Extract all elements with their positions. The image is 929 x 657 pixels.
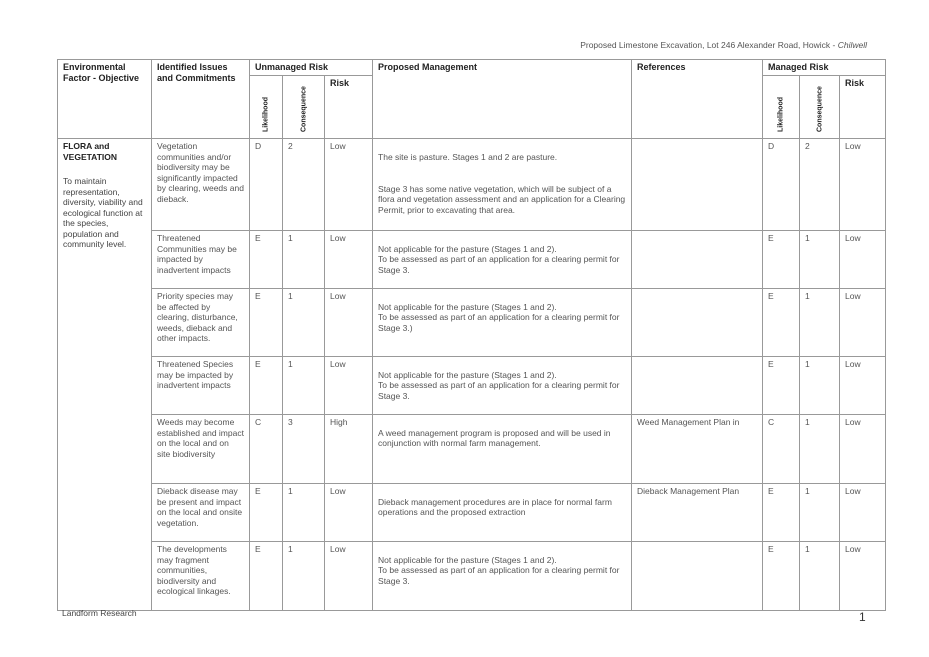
u-risk-cell: Low [325,542,373,611]
m-risk-cell: Low [840,357,886,415]
running-header-title-italic: Chilwell [837,40,867,50]
table-row [58,231,886,289]
m-consequence-cell: 1 [800,357,840,415]
env-factor-objective: To maintain representation, diversity, viability and ecological function at the species, population and community level. [63,176,143,249]
m-risk-header: Risk [840,76,886,139]
m-likelihood-cell: D [763,139,800,231]
reference-cell: Dieback Management Plan [632,484,763,542]
management-text: Not applicable for the pasture (Stages 1 and 2). To be assessed as part of an application for a clearing permit for Stage 3. [378,243,620,275]
issue-cell: The developments may fragment communities, biodiversity and ecological linkages. [152,542,250,611]
m-consequence-cell: 1 [800,415,840,484]
management-text: The site is pasture. Stages 1 and 2 are pasture. [378,151,558,162]
u-consequence-cell: 1 [283,357,325,415]
m-likelihood-cell: E [763,289,800,357]
reference-cell [632,542,763,611]
running-header [580,40,867,50]
u-consequence-cell: 1 [283,289,325,357]
u-likelihood-cell: C [250,415,283,484]
m-likelihood-cell: E [763,542,800,611]
m-risk-cell: Low [840,542,886,611]
running-header-title: Proposed Limestone Excavation, Lot 246 Alexander Road, Howick - [580,40,838,50]
management-text: Stage 3 has some native vegetation, which will be subject of a flora and vegetation assessment and an application for a Clearing Permit, prior to excavating that area. [378,183,626,215]
management-text: Dieback management procedures are in place for normal farm operations and the proposed extraction [378,496,612,517]
u-likelihood-cell: D [250,139,283,231]
u-risk-cell: Low [325,484,373,542]
u-risk-cell: Low [325,139,373,231]
management-text: Not applicable for the pasture (Stages 1 and 2). To be assessed as part of an application for a clearing permit for Stage 3.) [378,301,620,333]
issue-cell: Threatened Species may be impacted by inadvertent impacts [152,357,250,415]
issue-cell: Vegetation communities and/or biodiversity may be significantly impacted by clearing, weeds and dieback. [152,139,250,231]
footer-company: Landform Research [62,608,137,618]
table-row [58,139,886,231]
m-consequence-cell: 1 [800,289,840,357]
m-likelihood-cell: E [763,357,800,415]
management-cell [373,231,632,289]
u-likelihood-cell: E [250,542,283,611]
management-text: Not applicable for the pasture (Stages 1 and 2). To be assessed as part of an application for a clearing permit for Stage 3. [378,554,620,586]
management-cell [373,415,632,484]
page-number: 1 [859,610,866,624]
m-consequence-cell: 2 [800,139,840,231]
management-cell [373,484,632,542]
env-factor-cell [58,139,152,611]
issue-cell: Weeds may become established and impact on the local and on site biodiversity [152,415,250,484]
u-risk-cell: High [325,415,373,484]
u-consequence-header: Consequence [283,76,325,139]
management-text: Not applicable for the pasture (Stages 1 and 2). To be assessed as part of an application for a clearing permit for Stage 3. [378,369,620,401]
u-likelihood-cell: E [250,289,283,357]
u-consequence-cell: 3 [283,415,325,484]
u-consequence-cell: 2 [283,139,325,231]
table-row [58,415,886,484]
reference-cell [632,289,763,357]
col-issues-header: Identified Issues and Commitments [152,60,250,139]
m-risk-cell: Low [840,231,886,289]
m-likelihood-cell: E [763,231,800,289]
table-row [58,542,886,611]
unmanaged-risk-header: Unmanaged Risk [250,60,373,76]
m-consequence-cell: 1 [800,542,840,611]
m-consequence-header: Consequence [800,76,840,139]
reference-cell [632,231,763,289]
issue-cell: Priority species may be affected by clearing, disturbance, weeds, dieback and other impacts. [152,289,250,357]
issue-cell: Threatened Communities may be impacted by inadvertent impacts [152,231,250,289]
managed-risk-header: Managed Risk [763,60,886,76]
env-factor-name: FLORA and VEGETATION [63,141,117,162]
m-likelihood-cell: E [763,484,800,542]
m-risk-cell: Low [840,289,886,357]
m-risk-cell: Low [840,415,886,484]
u-likelihood-cell: E [250,357,283,415]
u-likelihood-header: Likelihood [250,76,283,139]
u-consequence-cell: 1 [283,484,325,542]
col-env-factor-header: Environmental Factor - Objective [58,60,152,139]
risk-assessment-table [57,59,886,611]
u-risk-cell: Low [325,289,373,357]
reference-cell [632,139,763,231]
table-row [58,289,886,357]
issue-cell: Dieback disease may be present and impact on the local and onsite vegetation. [152,484,250,542]
u-likelihood-cell: E [250,231,283,289]
reference-cell [632,357,763,415]
m-risk-cell: Low [840,484,886,542]
m-likelihood-header: Likelihood [763,76,800,139]
management-cell [373,542,632,611]
m-likelihood-cell: C [763,415,800,484]
u-risk-cell: Low [325,231,373,289]
col-management-header: Proposed Management [373,60,632,139]
u-risk-cell: Low [325,357,373,415]
m-consequence-cell: 1 [800,484,840,542]
m-risk-cell: Low [840,139,886,231]
management-cell [373,289,632,357]
u-consequence-cell: 1 [283,542,325,611]
header-row-1 [58,60,886,76]
table-row [58,357,886,415]
management-cell [373,139,632,231]
management-text: A weed management program is proposed and will be used in conjunction with normal farm management. [378,427,611,448]
m-consequence-cell: 1 [800,231,840,289]
u-consequence-cell: 1 [283,231,325,289]
reference-cell: Weed Management Plan in [632,415,763,484]
col-references-header: References [632,60,763,139]
table-row [58,484,886,542]
management-cell [373,357,632,415]
u-risk-header: Risk [325,76,373,139]
u-likelihood-cell: E [250,484,283,542]
